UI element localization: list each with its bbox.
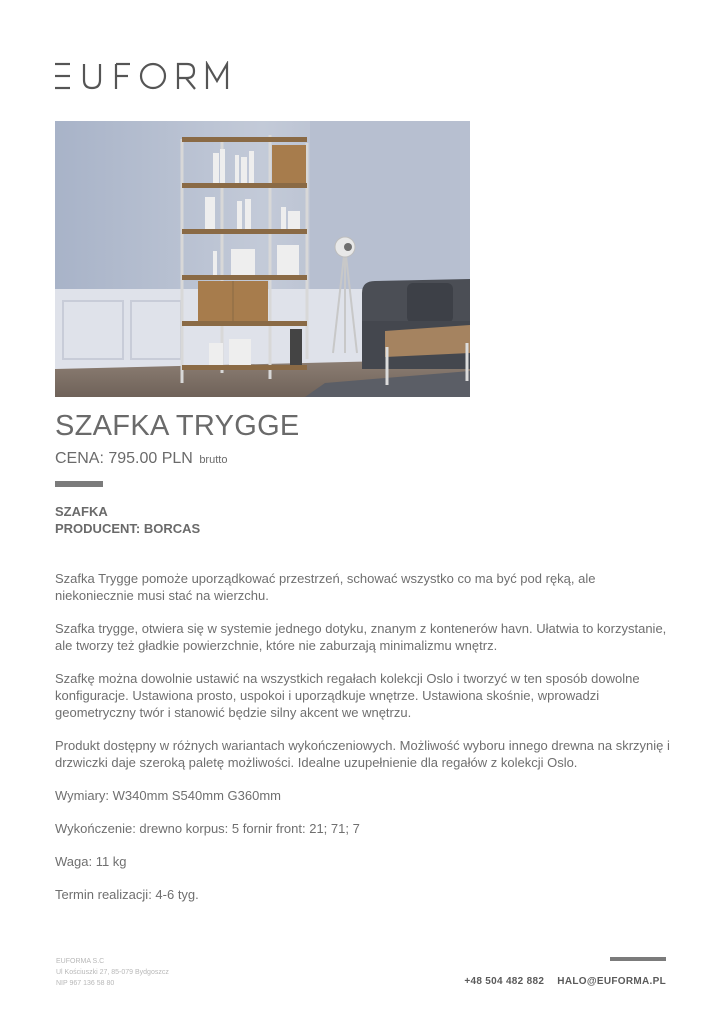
description-paragraph: Szafkę można dowolnie ustawić na wszystkich regałach kolekcji Oslo i tworzyć w ten sposób dowolne konfiguracje. Ustawiona prosto, uspokoi i uporządkuje wnętrze. Ustawiona skośnie, wprowadzi geometryczny twór i stanowić będzie silny akcent we wnętrzu.	[55, 671, 640, 720]
footer-nip: NIP 967 136 58 80	[56, 980, 115, 987]
footer-divider	[610, 957, 666, 961]
product-producer: PRODUCENT: BORCAS	[55, 521, 201, 536]
product-category: SZAFKA	[55, 504, 108, 519]
price-value: CENA: 795.00 PLN	[55, 450, 193, 467]
footer-company-info	[56, 956, 169, 989]
euforma-logo	[54, 60, 236, 92]
footer-phone-link[interactable]: +48 504 482 882	[464, 976, 545, 987]
footer-company: EUFORMA S.C	[56, 958, 105, 965]
footer-email-link[interactable]: HALO@EUFORMA.PL	[557, 976, 666, 987]
description-paragraph: Szafka Trygge pomoże uporządkować przestrzeń, schować wszystko co ma być pod ręką, ale niekoniecznie musi stać na wierzchu.	[55, 571, 596, 603]
product-photo-illustration	[55, 121, 470, 397]
spec-weight: Waga: 11 kg	[55, 854, 127, 869]
section-divider	[55, 481, 103, 487]
footer-address: Ul Kościuszki 27, 85-079 Bydgoszcz	[56, 969, 169, 976]
product-photo	[55, 121, 470, 397]
product-title: SZAFKA TRYGGE	[55, 410, 300, 442]
description-paragraph: Produkt dostępny w różnych wariantach wykończeniowych. Możliwość wyboru innego drewna na skrzynię i drzwiczki daje szeroką paletę możliwości. Idealne uzupełnienie dla regałów z kolekcji Oslo.	[55, 738, 670, 770]
product-meta	[55, 503, 200, 537]
spec-finish: Wykończenie: drewno korpus: 5 fornir front: 21; 71; 7	[55, 821, 360, 836]
spec-dimensions: Wymiary: W340mm S540mm G360mm	[55, 788, 281, 803]
price-suffix: brutto	[199, 454, 228, 466]
description-paragraph: Szafka trygge, otwiera się w systemie jednego dotyku, znanym z kontenerów havn. Ułatwia to korzystanie, ale tworzy też gładkie powierzchnie, które nie zaburzają minimalizmu wnętrz.	[55, 621, 667, 653]
product-description	[55, 570, 675, 919]
product-price	[55, 450, 227, 468]
footer-contact	[464, 976, 666, 987]
spec-lead-time: Termin realizacji: 4-6 tyg.	[55, 887, 199, 902]
logo-wordmark	[54, 61, 236, 91]
